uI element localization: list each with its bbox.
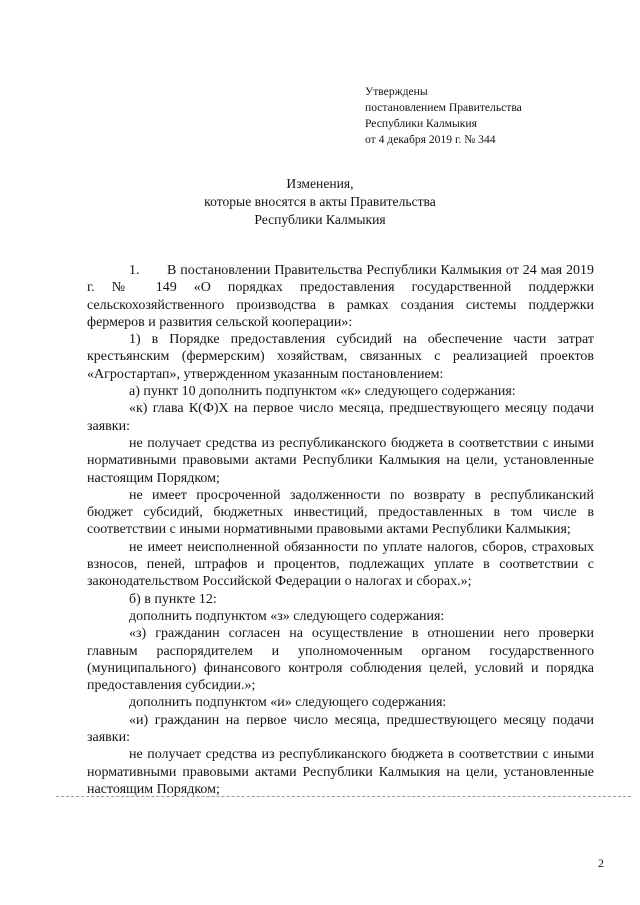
paragraph-3: а) пункт 10 дополнить подпунктом «к» следующего содержания:: [129, 384, 516, 400]
title-line-1: Изменения,: [286, 176, 354, 191]
page-number: 2: [598, 856, 604, 870]
approval-line-2: постановлением Правительства: [365, 101, 522, 114]
paragraph-number: 1.: [129, 263, 140, 278]
paragraph-12: «и) гражданин на первое число месяца, предшествующего месяцу подачи заявки:: [87, 712, 594, 746]
paragraph-7: не имеет неисполненной обязанности по уплате налогов, сборов, страховых взносов, пеней, штрафов и процентов, подлежащих уплате в соответствии с законодательством Российской Федерации о налогах и сборах.»;: [87, 539, 594, 590]
title-line-2: которые вносятся в акты Правительства: [204, 194, 436, 209]
paragraph-11: дополнить подпунктом «и» следующего содержания:: [129, 695, 447, 711]
paragraph-9: дополнить подпунктом «з» следующего содержания:: [129, 608, 445, 624]
scan-fold-line: [56, 796, 631, 797]
paragraph-6: не имеет просроченной задолженности по возврату в республиканский бюджет субсидий, бюджетных инвестиций, предоставленных в том числе в соответствии с иными нормативными правовыми актами Республики Калмыкия;: [87, 487, 594, 538]
approval-line-3: Республики Калмыкия: [365, 117, 477, 130]
approval-line-4: от 4 декабря 2019 г. № 344: [365, 133, 496, 146]
paragraph-1: [87, 262, 594, 331]
paragraph-4: «к) глава К(Ф)Х на первое число месяца, предшествующего месяцу подачи заявки:: [87, 401, 594, 434]
paragraph-13: не получает средства из республиканского бюджета в соответствии с иными нормативными правовыми актами Республики Калмыкия на цели, установленные настоящим Порядком;: [87, 747, 594, 797]
paragraph-text: В постановлении Правительства Республики Калмыкия от 24 мая 2019 г. № 149 «О порядках предоставления государственной поддержки сельскохозяйственного производства в рамках создания системы поддержки фермеров и развития сельской кооперации»:: [87, 263, 594, 330]
document-body: [87, 262, 594, 798]
paragraph-5: не получает средства из республиканского бюджета в соответствии с иными нормативными правовыми актами Республики Калмыкия на цели, установленные настоящим Порядком;: [87, 435, 594, 486]
document-title: [0, 175, 640, 229]
approval-line-1: Утверждены: [365, 85, 428, 98]
paragraph-8: б) в пункте 12:: [129, 591, 217, 607]
paragraph-10: «з) гражданин согласен на осуществление в отношении него проверки главным распорядителем и уполномоченным органом государственного (муниципального) финансового контроля соблюдения целей, условий и порядка предоставления субсидии.»;: [87, 626, 594, 694]
approval-block: [365, 84, 522, 148]
paragraph-2: 1) в Порядке предоставления субсидий на обеспечение части затрат крестьянским (фермерским) хозяйствам, связанных с реализацией проектов «Агростартап», утвержденном указанным постановлением:: [87, 332, 594, 382]
title-line-3: Республики Калмыкия: [254, 212, 386, 227]
